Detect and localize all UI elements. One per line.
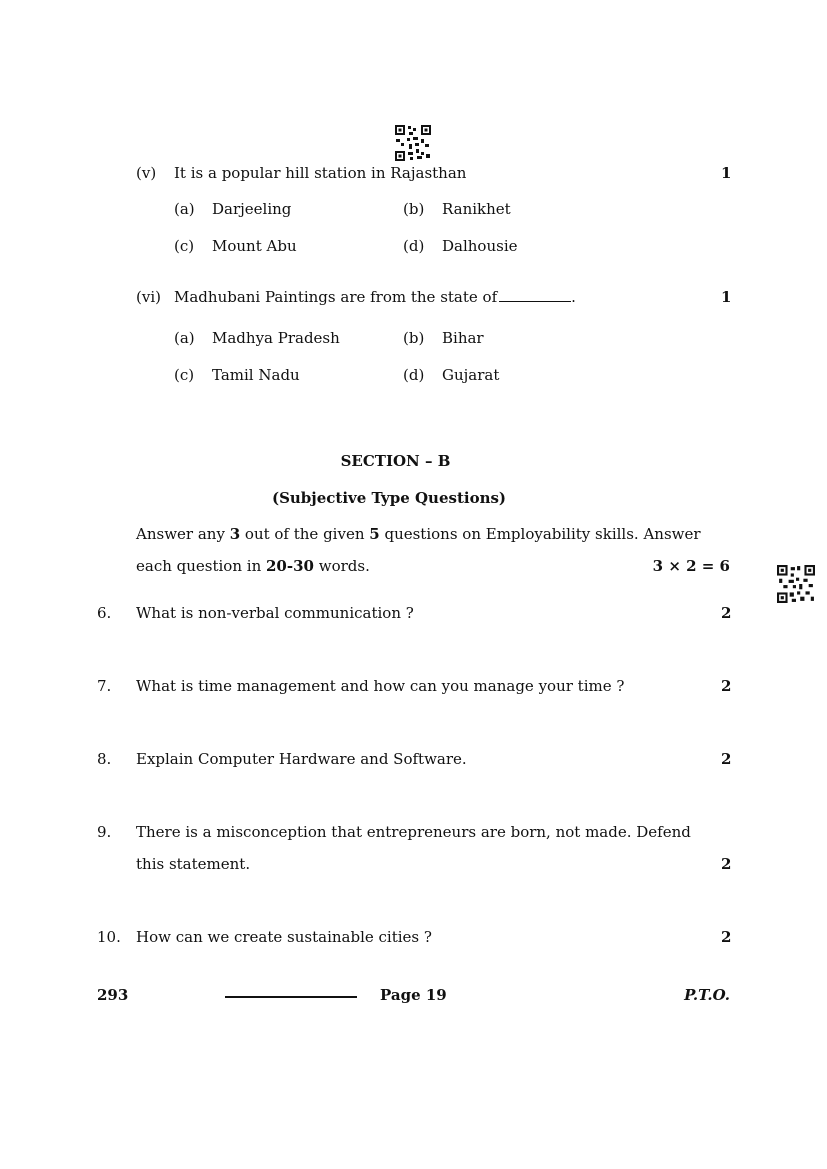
footer-rule	[225, 996, 357, 998]
instr-text: out of the given	[240, 525, 370, 543]
question-text: this statement.	[136, 855, 251, 873]
question-marks: 2	[721, 855, 732, 873]
question-number: 10.	[97, 928, 121, 946]
question-marks: 1	[721, 288, 732, 306]
section-title: SECTION – B	[340, 452, 451, 470]
question-number: 7.	[97, 677, 112, 695]
option-label: (b)	[403, 329, 425, 347]
question-text: There is a misconception that entrepreneurs are born, not made. Defend	[136, 823, 691, 841]
question-text: It is a popular hill station in Rajasthan	[174, 164, 467, 182]
instr-number: 3	[229, 525, 241, 543]
question-marks: 2	[721, 928, 732, 946]
option-label: (a)	[174, 200, 195, 218]
option-text: Darjeeling	[212, 200, 292, 218]
instr-number: 5	[369, 525, 380, 543]
instr-text: words.	[313, 557, 370, 575]
paper-code: 293	[97, 986, 129, 1004]
option-label: (d)	[403, 366, 425, 384]
option-label: (a)	[174, 329, 195, 347]
question-marks: 1	[721, 164, 732, 182]
question-marks: 2	[721, 750, 732, 768]
question-text: What is time management and how can you manage your time ?	[136, 677, 625, 695]
option-text: Ranikhet	[442, 200, 511, 218]
option-text: Madhya Pradesh	[212, 329, 340, 347]
page-number: Page 19	[380, 986, 447, 1004]
question-text-line	[174, 288, 576, 306]
question-marks: 2	[721, 604, 732, 622]
section-instructions-line1	[136, 525, 701, 543]
fill-in-blank	[499, 300, 571, 302]
qr-code-top	[395, 125, 431, 161]
section-instructions-line2	[136, 557, 370, 575]
question-number: (vi)	[136, 288, 161, 306]
instr-text: Answer any	[136, 525, 230, 543]
option-label: (c)	[174, 237, 195, 255]
section-subtitle: (Subjective Type Questions)	[271, 489, 507, 507]
question-text: How can we create sustainable cities ?	[136, 928, 432, 946]
option-text: Bihar	[442, 329, 484, 347]
qr-code-side	[777, 565, 815, 603]
option-text: Dalhousie	[442, 237, 518, 255]
option-label: (b)	[403, 200, 425, 218]
question-marks: 2	[721, 677, 732, 695]
option-label: (c)	[174, 366, 195, 384]
question-number: 9.	[97, 823, 112, 841]
option-text: Tamil Nadu	[212, 366, 300, 384]
option-label: (d)	[403, 237, 425, 255]
option-text: Gujarat	[442, 366, 500, 384]
instr-word-range: 20-30	[266, 557, 314, 575]
question-number: 8.	[97, 750, 112, 768]
question-text: Explain Computer Hardware and Software.	[136, 750, 467, 768]
question-text: What is non-verbal communication ?	[136, 604, 414, 622]
instr-text: each question in	[136, 557, 266, 575]
question-number: (v)	[136, 164, 157, 182]
option-text: Mount Abu	[212, 237, 297, 255]
instr-text: questions on Employability skills. Answer	[379, 525, 701, 543]
section-marks-formula: 3 × 2 = 6	[652, 557, 730, 575]
pto-label: P.T.O.	[684, 986, 730, 1004]
question-suffix: .	[571, 288, 576, 306]
question-text: Madhubani Paintings are from the state of	[174, 288, 498, 306]
question-number: 6.	[97, 604, 112, 622]
